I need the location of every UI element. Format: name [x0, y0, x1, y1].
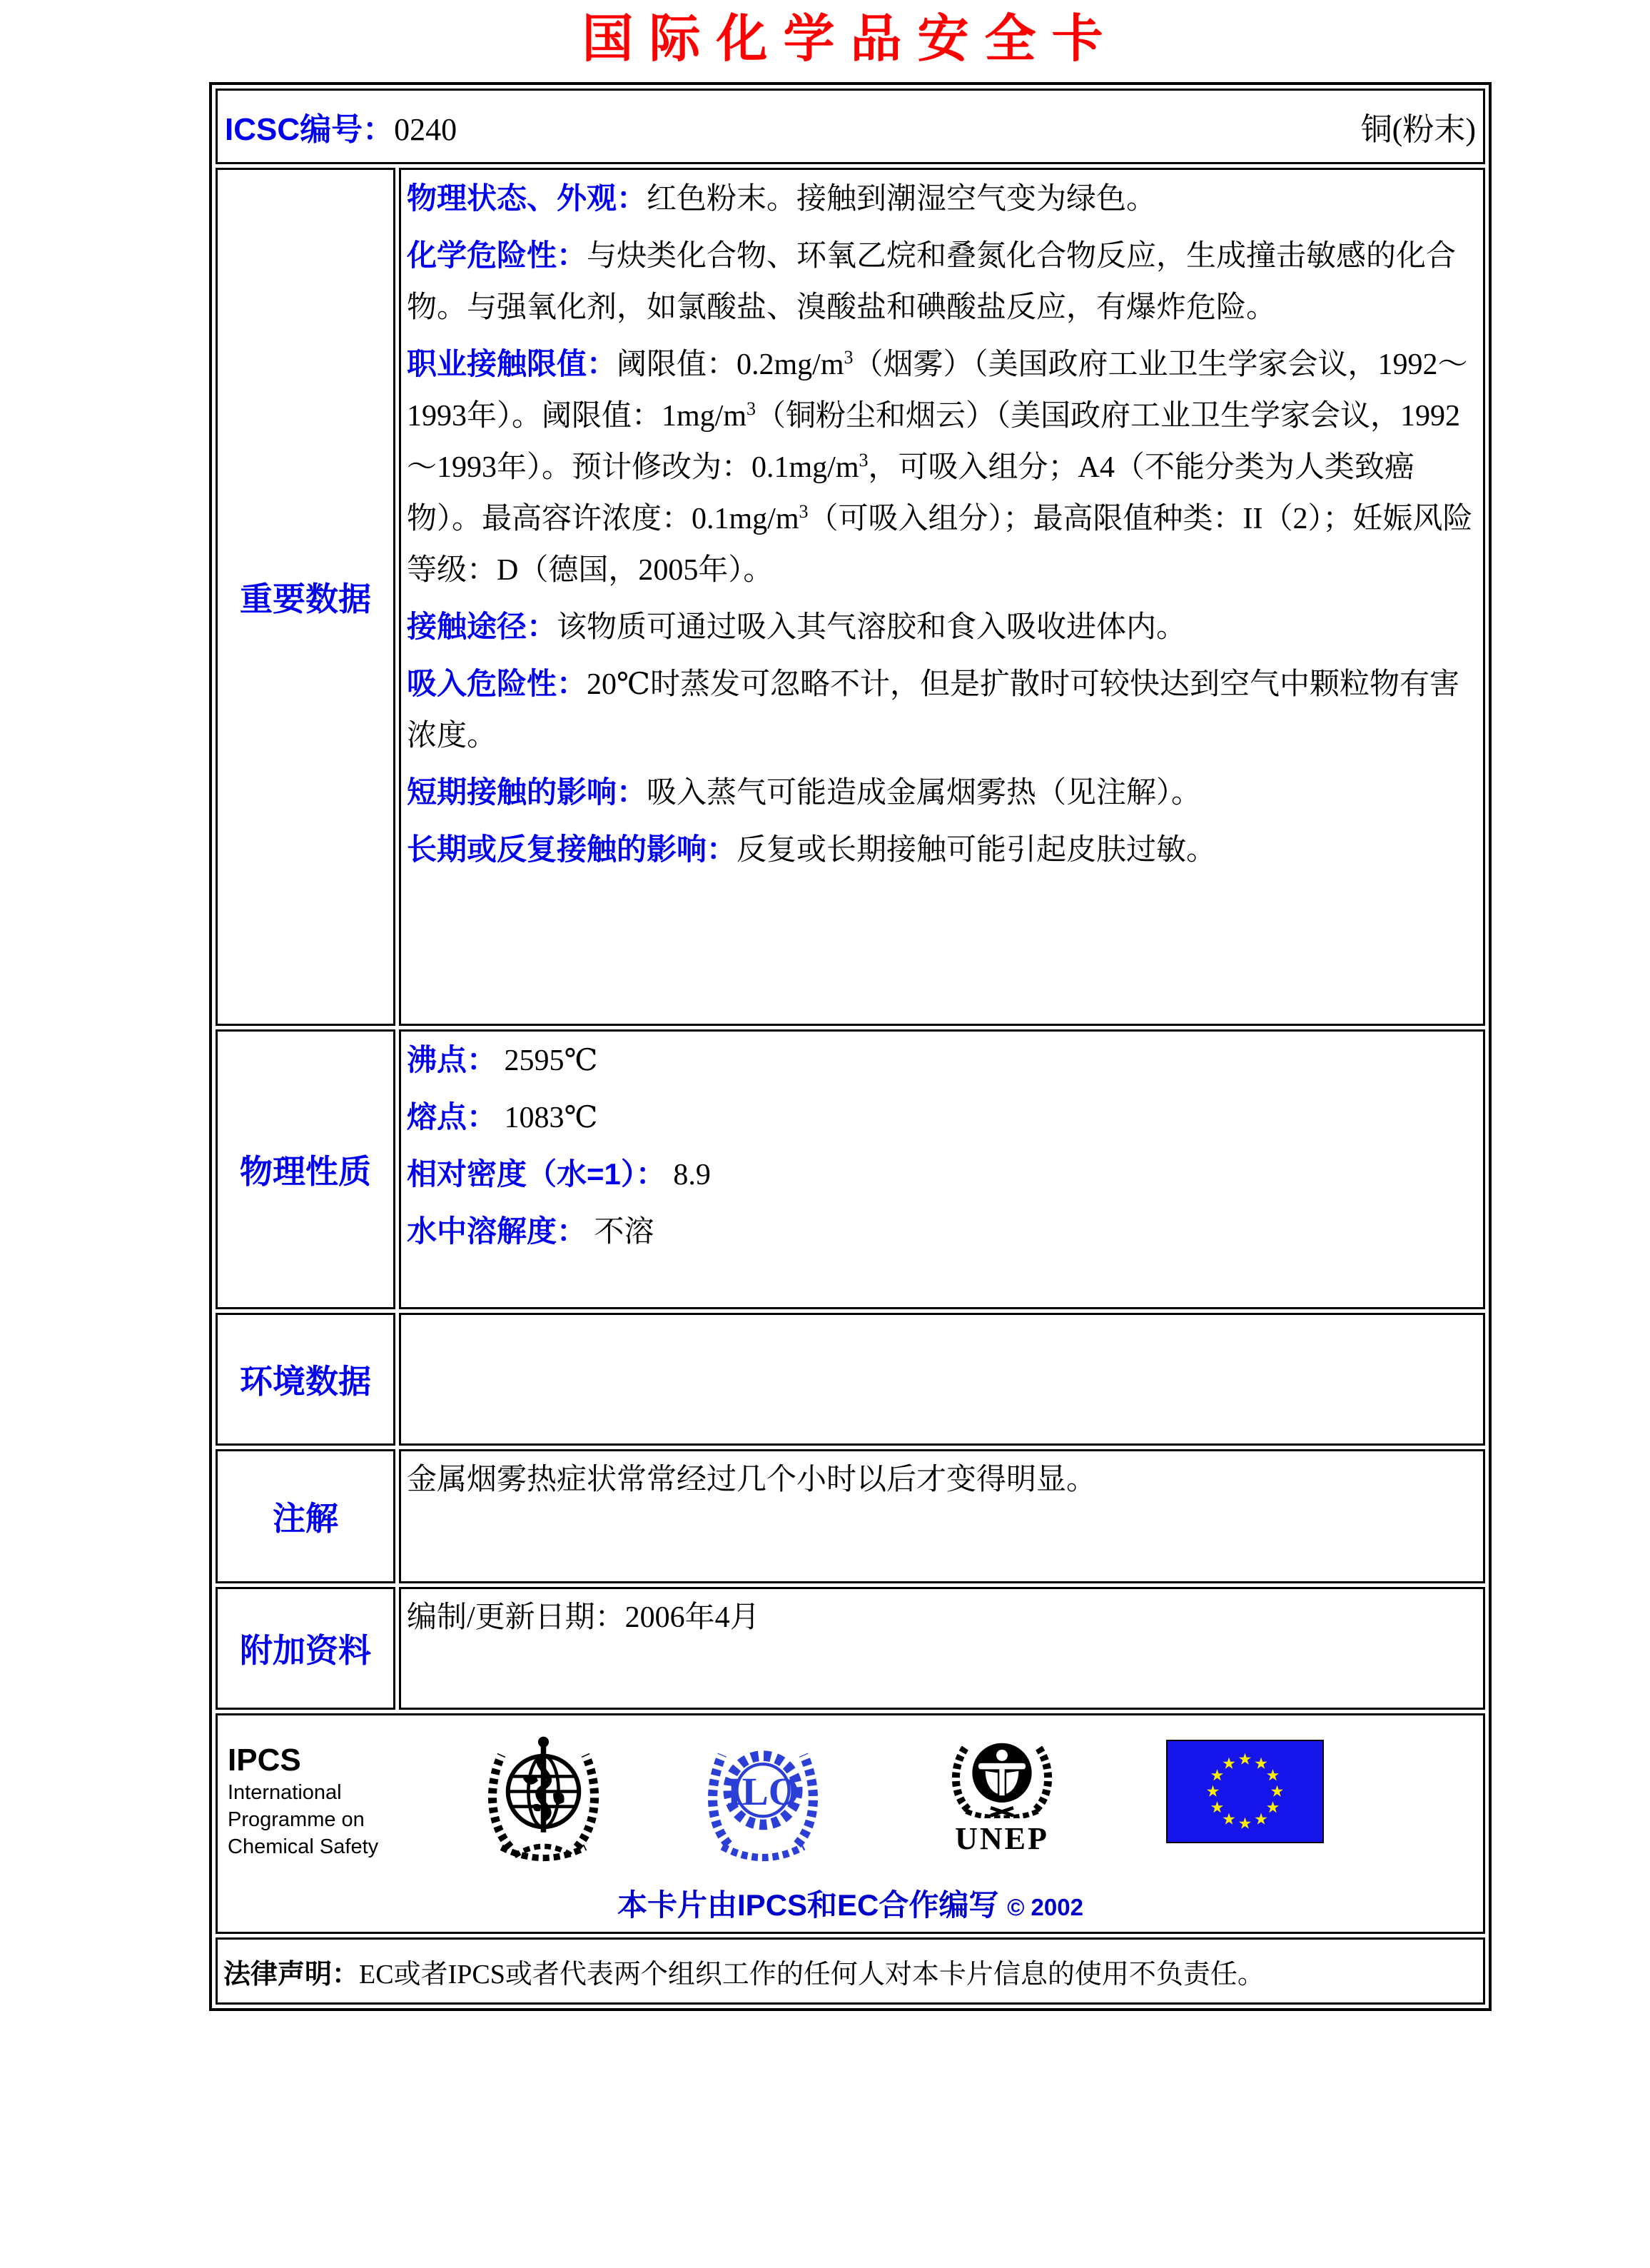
ilo-logo-icon: [699, 1730, 827, 1869]
additional-info-cell: 编制/更新日期：2006年4月: [399, 1587, 1485, 1710]
important-data-content: [407, 173, 1476, 876]
icsc-card-table: [209, 82, 1492, 2011]
property-line: 水中溶解度： 不溶: [407, 1214, 654, 1249]
icsc-number-value: 0240: [394, 112, 457, 148]
page-title: 国际化学品安全卡: [582, 11, 1119, 68]
paragraph: 短期接触的影响：吸入蒸气可能造成金属烟雾热（见注解）。: [407, 775, 1202, 810]
copyright-text: © 2002: [1007, 1894, 1083, 1921]
ipcs-line2: Programme on: [228, 1808, 365, 1831]
section-label-environmental-data: 环境数据: [216, 1313, 395, 1446]
icsc-number-label: ICSC编号：: [225, 112, 395, 148]
section-label-important-data: 重要数据: [216, 168, 395, 1026]
section-label-physical-properties: 物理性质: [216, 1029, 395, 1309]
physical-properties-cell: [399, 1029, 1485, 1309]
section-label-notes: 注解: [216, 1449, 395, 1583]
organizations-row: [216, 1713, 1485, 1934]
notes-cell: 金属烟雾热症状常常经过几个小时以后才变得明显。: [399, 1449, 1485, 1583]
eu-flag-icon: [1166, 1740, 1324, 1847]
unep-logo-block: [945, 1733, 1059, 1855]
caption-text: 本卡片由IPCS和EC合作编写: [617, 1888, 999, 1922]
section-label-additional-info: 附加资料: [216, 1587, 395, 1710]
property-line: 相对密度（水=1）： 8.9: [407, 1157, 711, 1192]
important-data-cell: [399, 168, 1485, 1026]
legal-label: 法律声明：: [223, 1959, 360, 1990]
paragraph: 物理状态、外观：红色粉末。接触到潮湿空气变为绿色。: [407, 181, 1157, 216]
ipcs-line1: International: [228, 1780, 342, 1804]
paragraph: 接触途径：该物质可通过吸入其气溶胶和食入吸收进体内。: [407, 610, 1187, 645]
ipcs-acronym: IPCS: [228, 1743, 301, 1778]
ipcs-text-block: [228, 1743, 417, 1860]
icsc-number-group: [225, 104, 457, 149]
legal-row: [216, 1937, 1485, 2005]
property-line: 熔点： 1083℃: [407, 1100, 598, 1135]
card-header-row: [216, 89, 1485, 164]
paragraph: 吸入危险性：20℃时蒸发可忽略不计，但是扩散时可较快达到空气中颗粒物有害浓度。: [407, 667, 1460, 753]
unep-logo-icon: [945, 1733, 1059, 1818]
who-logo-icon: [477, 1727, 609, 1870]
svg-text:ILO: ILO: [727, 1770, 799, 1815]
physical-properties-content: [407, 1034, 1476, 1258]
property-line: 沸点： 2595℃: [407, 1043, 598, 1078]
footer-caption: [228, 1882, 1473, 1925]
environmental-data-cell: [399, 1313, 1485, 1446]
unep-wordmark: UNEP: [955, 1821, 1049, 1857]
paragraph: 化学危险性：与炔类化合物、环氧乙烷和叠氮化合物反应，生成撞击敏感的化合物。与强氧化剂，如氯酸盐、溴酸盐和碘酸盐反应，有爆炸危险。: [407, 238, 1457, 325]
legal-text: EC或者IPCS或者代表两个组织工作的任何人对本卡片信息的使用不负责任。: [359, 1959, 1265, 1990]
paragraph: 职业接触限值：阈限值：$0.2mg/m^3$（烟雾）（美国政府工业卫生学家会议，1992～1993年）。阈限值：$1mg/m^3$（铜粉尘和烟云）（美国政府工业卫生学家会议，1992～1993年）。预计修改为：$0.1mg/m^3$，可吸入组分；A4（不能分类为人类致癌物）。最高容许浓度：$0.1mg/m^3$（可吸入组分）；最高限值种类：II（2）；妊娠风险等级：D（德国，2005年）。: [407, 347, 1473, 588]
chemical-name: 铜(粉末): [1360, 112, 1476, 148]
paragraph: 长期或反复接触的影响：反复或长期接触可能引起皮肤过敏。: [407, 832, 1217, 867]
ipcs-line3: Chemical Safety: [228, 1835, 379, 1858]
